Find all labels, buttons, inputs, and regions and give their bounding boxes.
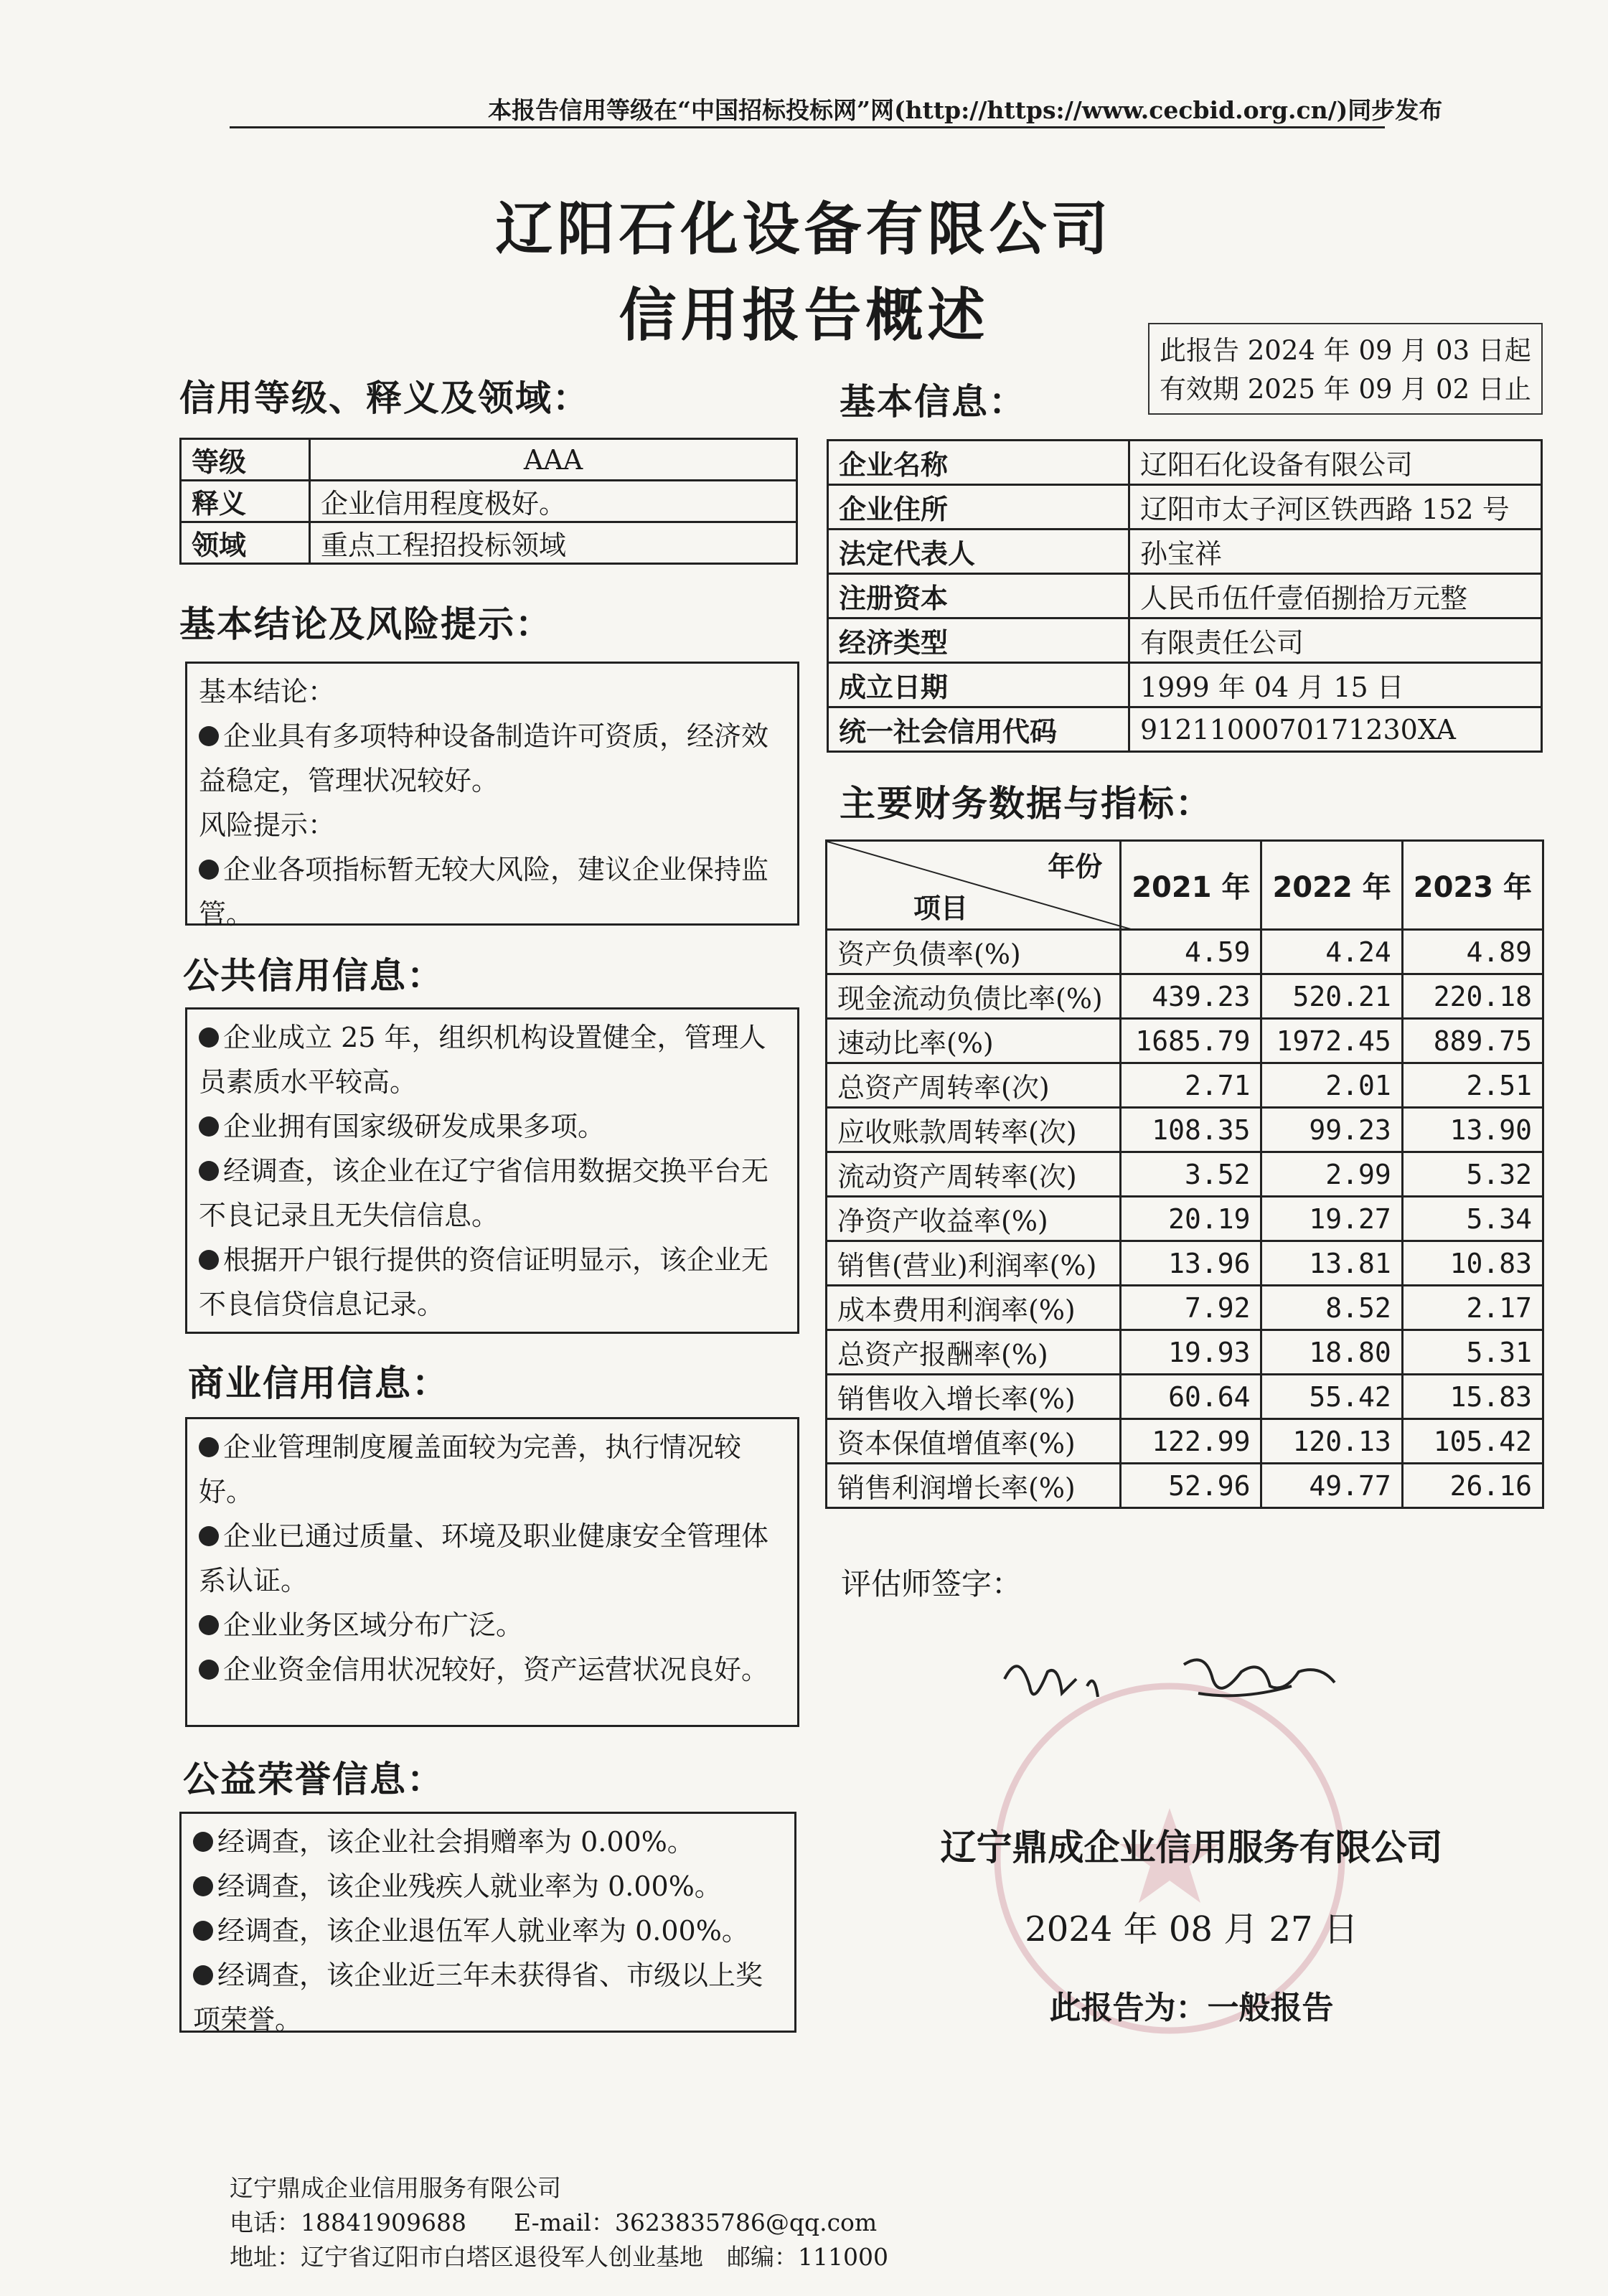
metric-value: 889.75: [1402, 1019, 1543, 1063]
list-item-text: 企业成立 25 年，组织机构设置健全，管理人员素质水平较高。: [199, 1022, 766, 1098]
bullet-icon: [199, 1615, 219, 1635]
rating-label: 等级: [181, 439, 310, 481]
financial-row: [827, 1197, 1543, 1241]
rating-value: 重点工程招投标领域: [310, 522, 797, 564]
financial-row: [827, 1241, 1543, 1286]
rating-row: [181, 481, 797, 522]
info-value: 辽阳石化设备有限公司: [1129, 441, 1542, 485]
conclusion-text: 企业具有多项特种设备制造许可资质，经济效益稳定，管理状况较好。: [199, 720, 769, 796]
risk-label: 风险提示：: [199, 809, 336, 841]
corner-year-label: 年份: [1048, 851, 1103, 883]
validity-end: 有效期 2025 年 09 月 02 日止: [1160, 374, 1531, 405]
metric-value: 1685.79: [1121, 1019, 1261, 1063]
metric-value: 19.27: [1261, 1197, 1402, 1241]
bullet-icon: [199, 1660, 219, 1680]
metric-value: 2.17: [1402, 1286, 1543, 1330]
list-item: [199, 1647, 786, 1692]
assessor-signature-label: 评估师签字：: [841, 1566, 1022, 1601]
header-note: 本报告信用等级在“中国招标投标网”网(http://https://www.cecbid.org.cn/)同步发布: [488, 96, 1443, 124]
metric-label: 销售收入增长率(%): [827, 1375, 1121, 1419]
conclusion-item: [199, 714, 786, 803]
metric-value: 105.42: [1402, 1419, 1543, 1464]
report-type: 此报告为：一般报告: [1049, 1990, 1334, 2026]
metric-value: 49.77: [1261, 1464, 1402, 1508]
assessor-signature: [990, 1643, 1363, 1736]
conclusion-box: [185, 662, 799, 930]
metric-value: 7.92: [1121, 1286, 1261, 1330]
list-item: [199, 1603, 786, 1647]
metric-value: 5.31: [1402, 1330, 1543, 1375]
rating-label: 领域: [181, 522, 310, 564]
rating-table: [179, 438, 798, 565]
list-item-text: 企业业务区域分布广泛。: [223, 1609, 524, 1641]
metric-label: 销售利润增长率(%): [827, 1464, 1121, 1508]
metric-label: 资本保值增值率(%): [827, 1419, 1121, 1464]
validity-box: [1148, 323, 1543, 415]
financial-row: [827, 974, 1543, 1019]
table-row: [828, 618, 1542, 663]
metric-label: 净资产收益率(%): [827, 1197, 1121, 1241]
metric-value: 108.35: [1121, 1108, 1261, 1152]
conclusion-heading: 基本结论及风险提示：: [179, 603, 553, 645]
info-label: 企业名称: [828, 441, 1129, 485]
metric-value: 4.24: [1261, 930, 1402, 974]
basic-info-table: [827, 439, 1543, 753]
metric-value: 60.64: [1121, 1375, 1261, 1419]
honor-heading: 公益荣誉信息：: [183, 1759, 444, 1800]
risk-item: [199, 847, 786, 936]
metric-label: 总资产周转率(次): [827, 1063, 1121, 1108]
financial-row: [827, 1152, 1543, 1197]
list-item-text: 根据开户银行提供的资信证明显示，该企业无不良信贷信息记录。: [199, 1244, 769, 1320]
info-label: 企业住所: [828, 485, 1129, 530]
info-label: 经济类型: [828, 618, 1129, 663]
financial-row: [827, 1375, 1543, 1419]
rating-value: 企业信用程度极好。: [310, 481, 797, 522]
bullet-icon: [199, 726, 219, 746]
table-row: [828, 485, 1542, 530]
bullet-icon: [199, 1116, 219, 1137]
bullet-icon: [199, 1526, 219, 1546]
list-item: [199, 1425, 786, 1514]
metric-value: 122.99: [1121, 1419, 1261, 1464]
info-value: 912110007017123​0XA: [1129, 707, 1542, 752]
metric-value: 1972.45: [1261, 1019, 1402, 1063]
financial-row: [827, 1419, 1543, 1464]
list-item: [199, 1015, 786, 1104]
metric-value: 5.34: [1402, 1197, 1543, 1241]
metric-value: 120.13: [1261, 1419, 1402, 1464]
metric-value: 2.51: [1402, 1063, 1543, 1108]
bullet-icon: [199, 1250, 219, 1270]
corner-item-label: 项目: [913, 893, 969, 924]
commercial-heading: 商业信用信息：: [188, 1363, 449, 1404]
financial-row: [827, 1330, 1543, 1375]
list-item-text: 经调查，该企业残疾人就业率为 0.00%。: [217, 1871, 722, 1902]
metric-label: 成本费用利润率(%): [827, 1286, 1121, 1330]
bullet-icon: [199, 860, 219, 880]
issuer-company: 辽宁鼎成企业信用服务有限公司: [940, 1827, 1443, 1868]
metric-value: 99.23: [1261, 1108, 1402, 1152]
financial-row: [827, 1108, 1543, 1152]
metric-value: 15.83: [1402, 1375, 1543, 1419]
metric-value: 20.19: [1121, 1197, 1261, 1241]
metric-value: 4.59: [1121, 930, 1261, 974]
financial-table: [825, 839, 1544, 1509]
list-item-text: 企业资金信用状况较好，资产运营状况良好。: [223, 1654, 769, 1685]
metric-value: 2.71: [1121, 1063, 1261, 1108]
validity-start: 此报告 2024 年 09 月 03 日起: [1160, 335, 1531, 366]
financial-heading: 主要财务数据与指标：: [840, 783, 1213, 824]
metric-value: 13.96: [1121, 1241, 1261, 1286]
list-item-text: 经调查，该企业在辽宁省信用数据交换平台无不良记录且无失信信息。: [199, 1155, 769, 1231]
metric-label: 流动资产周转率(次): [827, 1152, 1121, 1197]
metric-value: 520.21: [1261, 974, 1402, 1019]
list-item-text: 企业拥有国家级研发成果多项。: [223, 1111, 606, 1142]
metric-value: 4.89: [1402, 930, 1543, 974]
list-item: [199, 1238, 786, 1327]
list-item-text: 经调查，该企业社会捐赠率为 0.00%。: [217, 1826, 695, 1858]
info-value: 有限责任公司: [1129, 618, 1542, 663]
rating-label: 释义: [181, 481, 310, 522]
year-header: 2023 年: [1402, 841, 1543, 930]
list-item: [199, 1514, 786, 1603]
footer-company: 辽宁鼎成企业信用服务有限公司: [230, 2174, 561, 2202]
info-value: 1999 年 04 月 15 日: [1129, 663, 1542, 707]
bullet-icon: [193, 1876, 213, 1896]
financial-row: [827, 930, 1543, 974]
list-item: [199, 1149, 786, 1238]
footer-address: 地址：辽宁省辽阳市白塔区退役军人创业基地 邮编：111000: [230, 2243, 888, 2271]
year-header: 2021 年: [1121, 841, 1261, 930]
metric-value: 52.96: [1121, 1464, 1261, 1508]
info-label: 成立日期: [828, 663, 1129, 707]
public-heading: 公共信用信息：: [183, 955, 444, 997]
metric-value: 10.83: [1402, 1241, 1543, 1286]
metric-value: 19.93: [1121, 1330, 1261, 1375]
metric-label: 应收账款周转率(次): [827, 1108, 1121, 1152]
metric-value: 439.23: [1121, 974, 1261, 1019]
list-item-text: 企业管理制度履盖面较为完善，执行情况较好。: [199, 1431, 742, 1507]
table-row: [828, 663, 1542, 707]
metric-value: 5.32: [1402, 1152, 1543, 1197]
financial-row: [827, 1286, 1543, 1330]
metric-value: 2.01: [1261, 1063, 1402, 1108]
metric-label: 现金流动负债比率(%): [827, 974, 1121, 1019]
basic-info-heading: 基本信息：: [840, 381, 1026, 423]
list-item-text: 企业已通过质量、环境及职业健康安全管理体系认证。: [199, 1520, 769, 1596]
info-value: 辽阳市太子河区铁西路 152 号: [1129, 485, 1542, 530]
table-row: [828, 707, 1542, 752]
table-row: [828, 441, 1542, 485]
financial-row: [827, 1464, 1543, 1508]
info-label: 统一社会信用代码: [828, 707, 1129, 752]
metric-label: 总资产报酬率(%): [827, 1330, 1121, 1375]
rating-row: [181, 522, 797, 564]
metric-label: 销售(营业)利润率(%): [827, 1241, 1121, 1286]
bullet-icon: [199, 1027, 219, 1048]
risk-text: 企业各项指标暂无较大风险，建议企业保持监管。: [199, 854, 769, 930]
conclusion-label: 基本结论：: [199, 676, 336, 707]
table-row: [828, 530, 1542, 574]
report-title: 信用报告概述: [619, 282, 989, 349]
info-value: 孙宝祥: [1129, 530, 1542, 574]
metric-value: 13.81: [1261, 1241, 1402, 1286]
metric-value: 18.80: [1261, 1330, 1402, 1375]
rating-heading: 信用等级、释义及领域：: [179, 377, 590, 419]
metric-value: 2.99: [1261, 1152, 1402, 1197]
list-item-text: 经调查，该企业近三年未获得省、市级以上奖项荣誉。: [193, 1959, 763, 2036]
year-header: 2022 年: [1261, 841, 1402, 930]
info-label: 法定代表人: [828, 530, 1129, 574]
header-divider: [230, 126, 1385, 128]
info-label: 注册资本: [828, 574, 1129, 618]
metric-value: 220.18: [1402, 974, 1543, 1019]
company-title: 辽阳石化设备有限公司: [495, 196, 1113, 263]
metric-value: 13.90: [1402, 1108, 1543, 1152]
commercial-box: [185, 1417, 799, 1727]
corner-cell: [827, 841, 1121, 930]
rating-row: [181, 439, 797, 481]
footer-contact: 电话：18841909688 E-mail：3623835786@qq.com: [230, 2208, 878, 2236]
metric-label: 资产负债率(%): [827, 930, 1121, 974]
metric-value: 55.42: [1261, 1375, 1402, 1419]
financial-row: [827, 1019, 1543, 1063]
financial-header-row: [827, 841, 1543, 930]
metric-label: 速动比率(%): [827, 1019, 1121, 1063]
metric-value: 3.52: [1121, 1152, 1261, 1197]
table-row: [828, 574, 1542, 618]
rating-value: AAA: [310, 439, 797, 481]
public-box: [185, 1007, 799, 1334]
bullet-icon: [199, 1437, 219, 1457]
info-value: 人民币伍仟壹佰捌拾万元整: [1129, 574, 1542, 618]
bullet-icon: [199, 1161, 219, 1181]
list-item: [199, 1104, 786, 1149]
list-item-text: 经调查，该企业退伍军人就业率为 0.00%。: [217, 1915, 749, 1947]
issue-date: 2024 年 08 月 27 日: [1025, 1909, 1358, 1949]
financial-row: [827, 1063, 1543, 1108]
metric-value: 8.52: [1261, 1286, 1402, 1330]
metric-value: 26.16: [1402, 1464, 1543, 1508]
